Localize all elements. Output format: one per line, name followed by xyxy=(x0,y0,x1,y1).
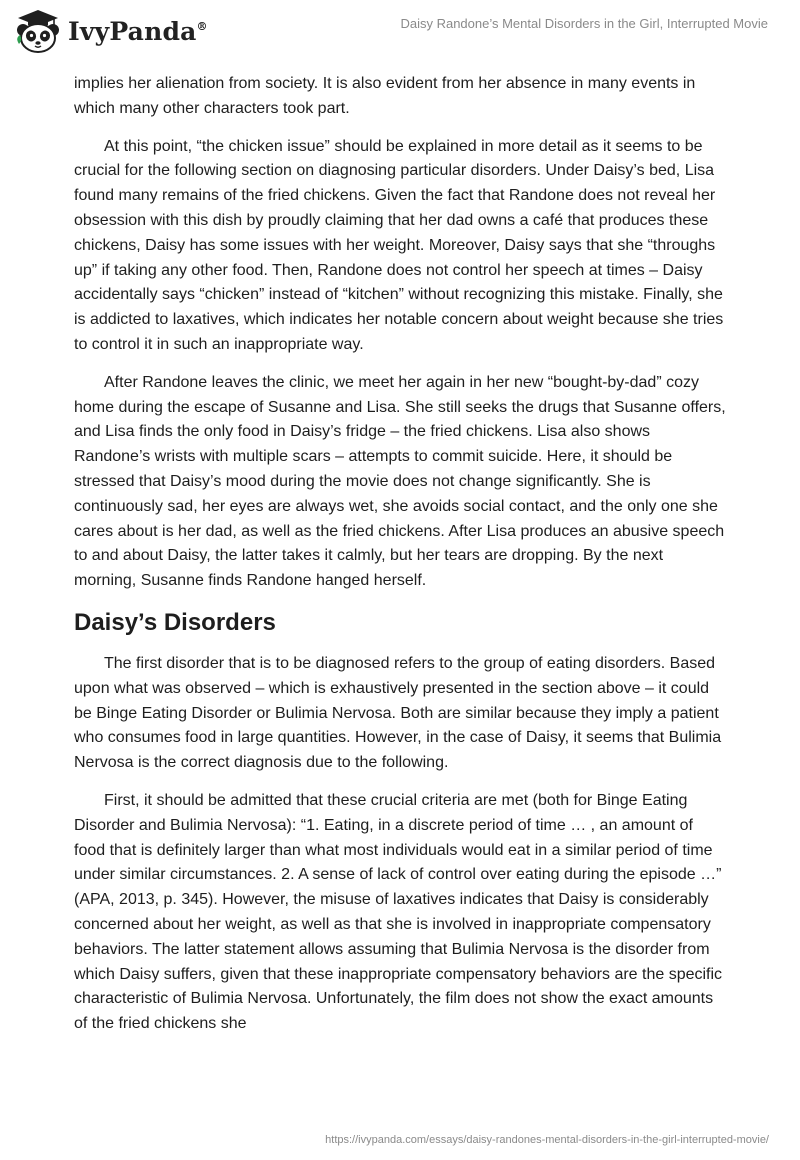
brand-name: IvyPanda® xyxy=(68,16,208,46)
section-heading: Daisy’s Disorders xyxy=(74,608,276,636)
document-title: Daisy Randone’s Mental Disorders in the Girl, Interrupted Movie xyxy=(400,16,768,31)
panda-graduate-icon xyxy=(14,8,62,54)
essay-body xyxy=(74,72,726,1050)
paragraph-after-clinic: After Randone leaves the clinic, we meet her again in her new “bought-by-dad” cozy home during the escape of Susanne and Lisa. She still seeks the drugs that Susanne offers, and Lisa finds the only food in Daisy’s fridge – the fried chickens. Lisa also shows Randone’s wrists with multiple scars – attempts to commit suicide. Here, it should be stressed that Daisy’s mood during the movie does not change significantly. She is continuously sad, her eyes are always wet, she avoids social contact, and the only one she cares about is her dad, as well as the fried chickens. After Lisa produces an abusive speech to and about Daisy, the latter takes it calmly, but her tears are dropping. By the next morning, Susanne finds Randone hanged herself. xyxy=(74,373,726,590)
paragraph-chicken-issue: At this point, “the chicken issue” should be explained in more detail as it seems to be crucial for the following section on diagnosing particular disorders. Under Daisy’s bed, Lisa found many remains of the fried chickens. Given the fact that Randone does not reveal her obsession with this dish by proudly claiming that her dad owns a café that produces these chickens, Daisy has some issues with her weight. Moreover, Daisy says that she “throughs up” if taking any other food. Then, Randone does not control her speech at times – Daisy accidentally says “chicken” instead of “kitchen” without recognizing this mistake. Finally, she is addicted to laxatives, which indicates her notable concern about weight because she tries to control it in such an inappropriate way. xyxy=(74,137,724,353)
paragraph-continued: implies her alienation from society. It is also evident from her absence in many events in which many other characters took part. xyxy=(74,75,696,117)
paragraph-criteria: First, it should be admitted that these crucial criteria are met (both for Binge Eating Disorder and Bulimia Nervosa): “1. Eating, in a discrete period of time … , an amount of food that is definitely larger than what most individuals would eat in a similar period of time under similar circumstances. 2. A sense of lack of control over eating during the episode …” (APA, 2013, p. 345). However, the misuse of laxatives indicates that Daisy is considerably concerned about her weight, as well as that she is involved in inappropriate compensatory behaviors. The latter statement allows assuming that Bulimia Nervosa is the disorder from which Daisy suffers, given that these inappropriate compensatory behaviors are the specific characteristic of Bulimia Nervosa. Unfortunately, the film does not show the exact amounts of the fried chickens she xyxy=(74,791,723,1033)
brand-logo[interactable] xyxy=(14,6,208,56)
page-header xyxy=(0,0,800,62)
footer-source-url[interactable]: https://ivypanda.com/essays/daisy-randones-mental-disorders-in-the-girl-interrupted-movie/ xyxy=(325,1134,769,1146)
paragraph-eating-disorders: The first disorder that is to be diagnosed refers to the group of eating disorders. Based upon what was observed – which is exhaustively presented in the section above – it could be Binge Eating Disorder or Bulimia Nervosa. Both are similar because they imply a patient who consumes food in large quantities. However, in the case of Daisy, it seems that Bulimia Nervosa is the correct diagnosis due to the following. xyxy=(74,654,722,772)
